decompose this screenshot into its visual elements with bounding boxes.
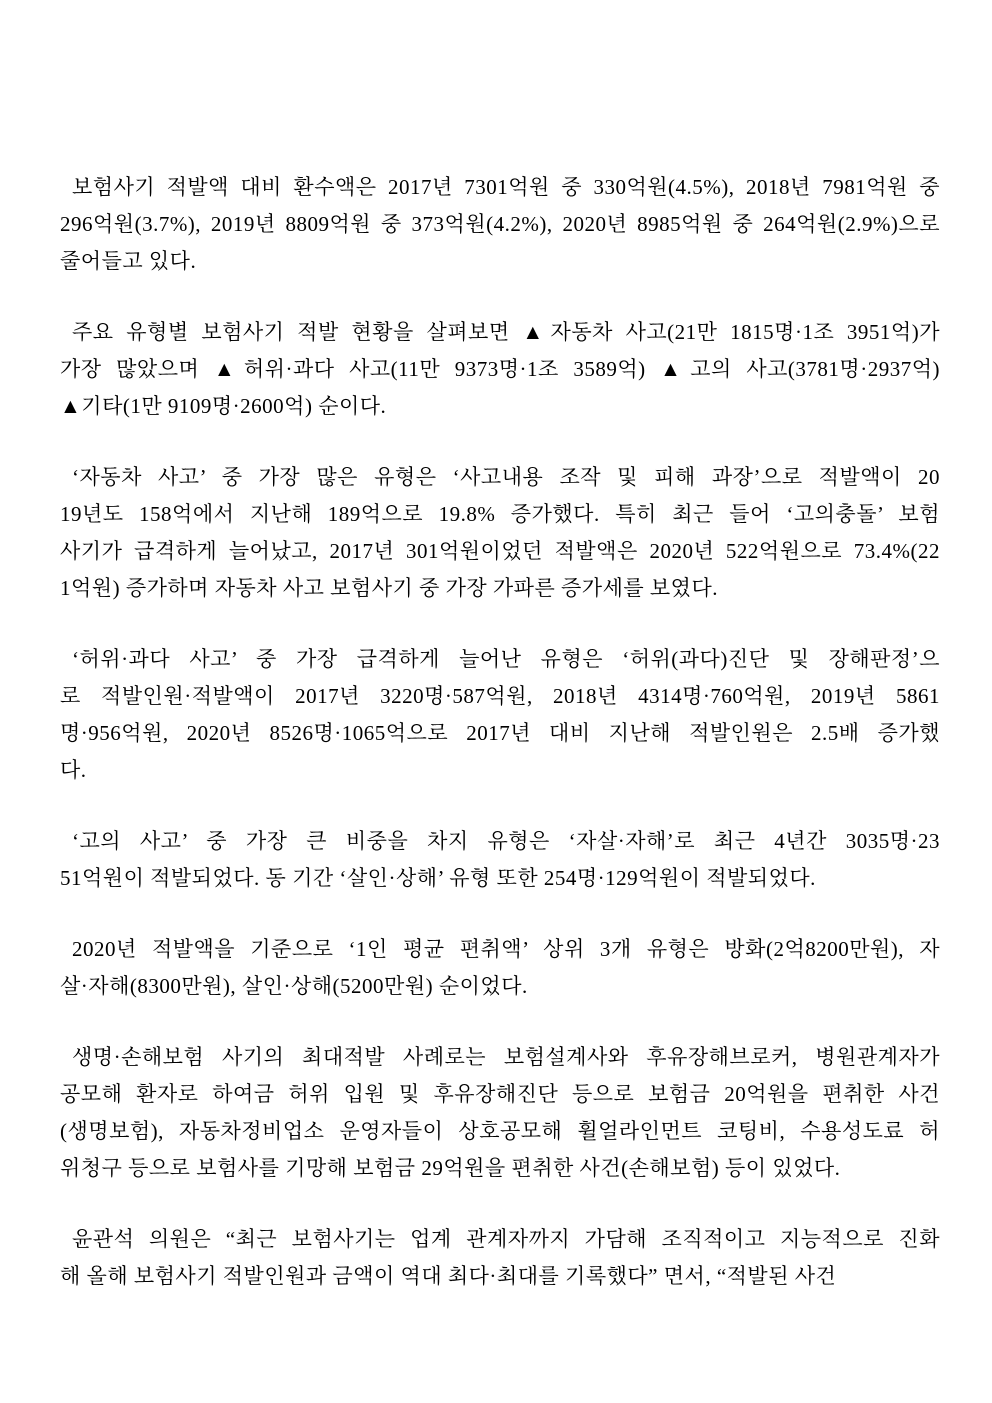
paragraph <box>60 931 940 1005</box>
paragraph <box>60 1221 940 1295</box>
text-line: 2020년 적발액을 기준으로 ‘1인 평균 편취액’ 상위 3개 유형은 방화(2억8200만원), 자 <box>72 937 940 961</box>
text-line: 51억원이 적발되었다. 동 기간 ‘살인·상해’ 유형 또한 254명·129억원이 적발되었다. <box>60 866 816 890</box>
text-line: 19년도 158억에서 지난해 189억으로 19.8% 증가했다. 특히 최근 들어 ‘고의충돌’ 보험 <box>60 502 940 526</box>
text-line: 사기가 급격하게 늘어났고, 2017년 301억원이었던 적발액은 2020년 522억원으로 73.4%(22 <box>60 539 940 563</box>
text-line: 로 적발인원·적발액이 2017년 3220명·587억원, 2018년 4314명·760억원, 2019년 5861 <box>60 684 940 708</box>
text-line: 위청구 등으로 보험사를 기망해 보험금 29억원을 편취한 사건(손해보험) 등이 있었다. <box>60 1156 841 1180</box>
text-line: 다. <box>60 758 87 782</box>
text-line: 주요 유형별 보험사기 적발 현황을 살펴보면 ▲자동차 사고(21만 1815명·1조 3951억)가 <box>72 320 940 344</box>
text-line: 생명·손해보험 사기의 최대적발 사례로는 보험설계사와 후유장해브로커, 병원관계자가 <box>72 1045 940 1069</box>
text-line: 보험사기 적발액 대비 환수액은 2017년 7301억원 중 330억원(4.5%), 2018년 7981억원 중 <box>72 175 940 199</box>
document-body <box>60 169 940 1295</box>
text-line: ‘허위·과다 사고’ 중 가장 급격하게 늘어난 유형은 ‘허위(과다)진단 및 장해판정’으 <box>72 647 940 671</box>
text-line: (생명보험), 자동차정비업소 운영자들이 상호공모해 휠얼라인먼트 코팅비, 수용성도료 허 <box>60 1119 940 1143</box>
text-line: 가장 많았으며 ▲허위·과다 사고(11만 9373명·1조 3589억) ▲고의 사고(3781명·2937억) <box>60 357 940 381</box>
paragraph <box>60 641 940 789</box>
paragraph <box>60 823 940 897</box>
text-line: 해 올해 보험사기 적발인원과 금액이 역대 최다·최대를 기록했다” 면서, “적발된 사건 <box>60 1264 837 1288</box>
text-line: 296억원(3.7%), 2019년 8809억원 중 373억원(4.2%), 2020년 8985억원 중 264억원(2.9%)으로 <box>60 212 940 236</box>
text-line: 살·자해(8300만원), 살인·상해(5200만원) 순이었다. <box>60 974 528 998</box>
text-line: 명·956억원, 2020년 8526명·1065억으로 2017년 대비 지난해 적발인원은 2.5배 증가했 <box>60 721 940 745</box>
text-line: 줄어들고 있다. <box>60 249 197 273</box>
paragraph <box>60 169 940 280</box>
text-line: 윤관석 의원은 “최근 보험사기는 업계 관계자까지 가담해 조직적이고 지능적으로 진화 <box>72 1227 940 1251</box>
text-line: 공모해 환자로 하여금 허위 입원 및 후유장해진단 등으로 보험금 20억원을 편취한 사건 <box>60 1082 940 1106</box>
text-line: ▲기타(1만 9109명·2600억) 순이다. <box>60 394 387 418</box>
paragraph <box>60 314 940 425</box>
text-line: ‘고의 사고’ 중 가장 큰 비중을 차지 유형은 ‘자살·자해’로 최근 4년간 3035명·23 <box>72 829 940 853</box>
paragraph <box>60 1039 940 1187</box>
paragraph <box>60 459 940 607</box>
text-line: ‘자동차 사고’ 중 가장 많은 유형은 ‘사고내용 조작 및 피해 과장’으로 적발액이 20 <box>72 465 940 489</box>
text-line: 1억원) 증가하며 자동차 사고 보험사기 중 가장 가파른 증가세를 보였다. <box>60 576 718 600</box>
